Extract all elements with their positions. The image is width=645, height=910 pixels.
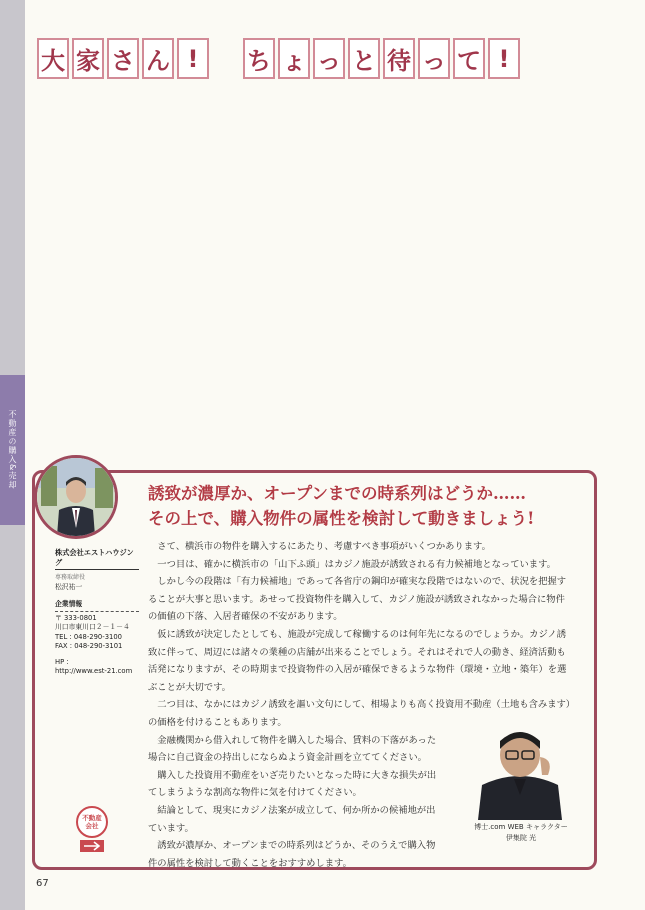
title-char: て bbox=[453, 38, 485, 79]
author-profile bbox=[55, 548, 139, 677]
company-address: 川口市東川口２－１－４ bbox=[55, 623, 130, 631]
headline-line-1: 誘致が濃厚か、オープンまでの時系列はどうか…… bbox=[148, 484, 527, 503]
title-char: ち bbox=[243, 38, 275, 79]
character-photo bbox=[470, 715, 570, 820]
section-side-tab-label: 不動産の購入&売却 bbox=[8, 410, 17, 490]
body-paragraph: 仮に誘致が決定したとしても、施設が完成して稼働するのは何年先になるのでしょうか。カジノ誘致に伴って、周辺には諸々の業種の店舗が出来ることでしょう。それはそれで人の動き、経済活動も活発になりますが、その時期まで投資物件の入居が確保できるような物件（環境・立地・築年）を選ぶことが大切です。 bbox=[148, 628, 567, 693]
body-paragraph: 二つ目は、なかにはカジノ誘致を謳い文句にして、相場よりも高く投資用不動産（土地も含みます）の価格を付けることもあります。 bbox=[148, 699, 571, 728]
svg-text:会社: 会社 bbox=[85, 822, 99, 830]
body-paragraph: 金融機関から借入れして物件を購入した場合、賃料の下落があった場合に自己資金の持出しにならぬよう資金計画を立ててください。 bbox=[148, 734, 437, 764]
homepage-label: HP : bbox=[55, 657, 69, 666]
title-char: っ bbox=[418, 38, 450, 79]
character-caption-title: 博士.com WEB キャラクター bbox=[474, 823, 568, 831]
title-char: ん bbox=[142, 38, 174, 79]
title-char: ! bbox=[488, 38, 520, 79]
postal-code: 〒 333-0801 bbox=[55, 613, 97, 622]
title-char: と bbox=[348, 38, 380, 79]
body-paragraph: 購入した投資用不動産をいざ売りたいとなった時に大きな損失が出てしまうような割高な物件に気を付けてください。 bbox=[148, 769, 437, 799]
body-paragraph: 結論として、現実にカジノ法案が成立して、何か所かの候補地が出ています。 bbox=[148, 804, 436, 834]
character-caption bbox=[466, 822, 576, 844]
character-caption-name: 伊集院 光 bbox=[505, 834, 537, 842]
body-paragraph: 一つ目は、確かに横浜市の「山下ふ頭」はカジノ施設が誘致される有力候補地となっています。 bbox=[157, 558, 556, 570]
title-char: ょ bbox=[278, 38, 310, 79]
headline-line-2: その上で、購入物件の属性を検討して動きましょう! bbox=[148, 509, 535, 528]
body-paragraph: 誘致が濃厚か、オープンまでの時系列はどうか、そのうえで購入物件の属性を検討して動くことをおすすめします。 bbox=[148, 840, 436, 869]
page-title bbox=[37, 38, 523, 79]
real-estate-company-logo bbox=[74, 806, 110, 854]
homepage-url: http://www.est-21.com bbox=[55, 667, 133, 675]
svg-text:不動産: 不動産 bbox=[82, 814, 102, 822]
title-char: 家 bbox=[72, 38, 104, 79]
title-char: さ bbox=[107, 38, 139, 79]
page-number: 67 bbox=[36, 878, 49, 889]
title-char: 大 bbox=[37, 38, 69, 79]
body-paragraph: さて、横浜市の物件を購入するにあたり、考慮すべき事項がいくつかあります。 bbox=[157, 541, 491, 552]
section-side-tab bbox=[0, 375, 25, 525]
company-tel: TEL : 048-290-3100 bbox=[55, 632, 122, 641]
title-char: っ bbox=[313, 38, 345, 79]
title-char: ! bbox=[177, 38, 209, 79]
author-photo bbox=[34, 455, 118, 539]
article-headline bbox=[148, 481, 588, 531]
company-name: 株式会社エストハウジング bbox=[55, 548, 139, 570]
title-char: 待 bbox=[383, 38, 415, 79]
company-fax: FAX : 048-290-3101 bbox=[55, 642, 123, 650]
company-info-label: 企業情報 bbox=[55, 600, 139, 612]
author-role: 専務取締役 bbox=[55, 574, 86, 581]
author-name: 松沢祐一 bbox=[55, 582, 83, 591]
body-paragraph: しかし今の段階は「有力候補地」であって各省庁の鋼印が確実な段階ではないので、状況を把握することが大事と思います。あせって投資物件を購入して、カジノ施設が誘致されなかった場合に物件の価値の下落、入居者確保の不安があります。 bbox=[148, 576, 567, 623]
